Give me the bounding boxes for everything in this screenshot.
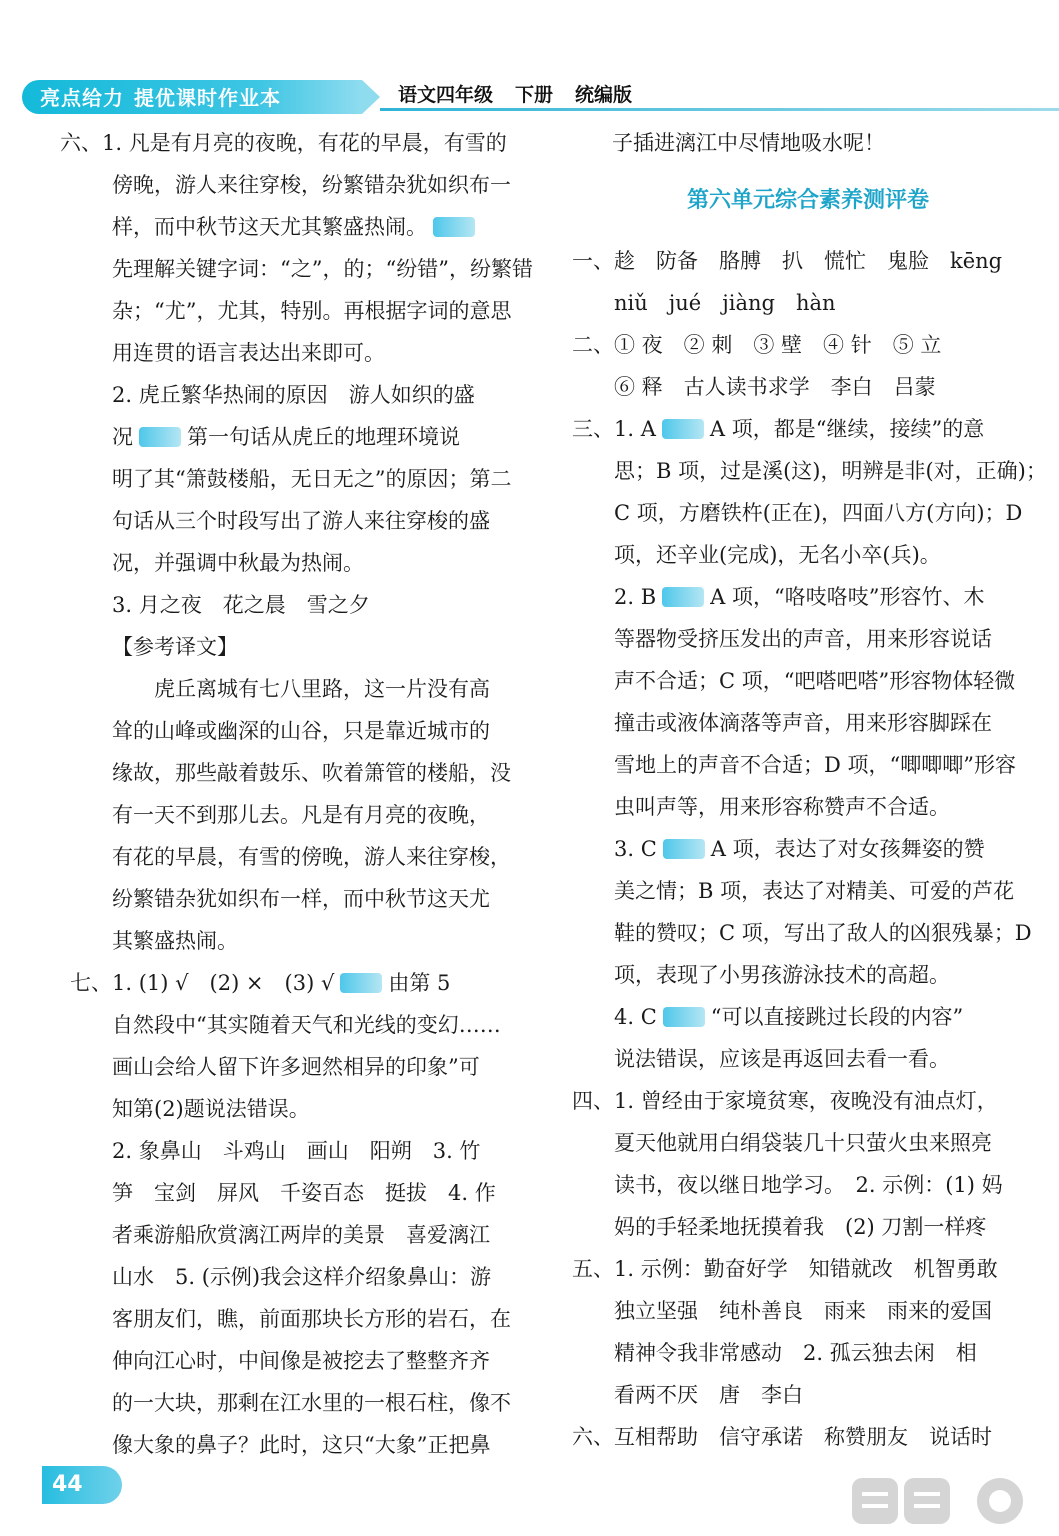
subject-grade: 语文四年级 xyxy=(398,84,494,106)
answer-line: 看两不厌 唐 李白 xyxy=(614,1383,803,1407)
answer-line: 况 第一句话从虎丘的地理环境说 xyxy=(112,425,460,449)
answer-line: 六、互相帮助 信守承诺 称赞朋友 说话时 xyxy=(572,1425,992,1449)
answer-line: 三、1. A A 项，都是“继续，接续”的意 xyxy=(572,417,985,441)
answer-line: 虎丘离城有七八里路，这一片没有高 xyxy=(154,677,490,701)
answer-line: 况，并强调中秋最为热闹。 xyxy=(112,551,364,575)
analysis-tag-icon xyxy=(662,587,704,607)
answer-line: 自然段中“其实随着天气和光线的变幻…… xyxy=(112,1013,501,1037)
answer-line: 一、趁 防备 胳膊 扒 慌忙 鬼脸 kēng xyxy=(572,249,1003,273)
answer-line: 二、① 夜 ② 刺 ③ 壁 ④ 针 ⑤ 立 xyxy=(572,333,942,357)
answer-line: 者乘游船欣赏漓江两岸的美景 喜爱漓江 xyxy=(112,1223,490,1247)
header-banner-arrow xyxy=(362,80,380,114)
answer-line: 2. 虎丘繁华热闹的原因 游人如织的盛 xyxy=(112,383,475,407)
answer-line: 用连贯的语言表达出来即可。 xyxy=(112,341,385,365)
edition: 统编版 xyxy=(575,84,633,106)
answer-line: 傍晚，游人来往穿梭，纷繁错杂犹如织布一 xyxy=(112,173,511,197)
answer-line: 纷繁错杂犹如织布一样，而中秋节这天尤 xyxy=(112,887,490,911)
analysis-tag-icon xyxy=(340,973,382,993)
answer-line: 明了其“箫鼓楼船，无日无之”的原因；第二 xyxy=(112,467,512,491)
analysis-tag-icon xyxy=(139,427,181,447)
answer-line: 先理解关键字词：“之”，的；“纷错”，纷繁错 xyxy=(112,257,533,281)
answer-line: 鞋的赞叹；C 项，写出了敌人的凶狠残暴；D xyxy=(614,921,1032,945)
answer-line: C 项，方磨铁杵(正在)，四面八方(方向)；D xyxy=(614,501,1023,525)
answer-line: 的一大块，那剩在江水里的一根石柱，像不 xyxy=(112,1391,511,1415)
answer-line: 妈的手轻柔地抚摸着我 (2) 刀割一样疼 xyxy=(614,1215,987,1239)
header-subject xyxy=(398,82,654,108)
answer-line: 说法错误，应该是再返回去看一看。 xyxy=(614,1047,950,1071)
answer-line: 4. C “可以直接跳过长段的内容” xyxy=(614,1005,964,1029)
answer-line: 画山会给人留下许多迥然相异的印象”可 xyxy=(112,1055,480,1079)
answer-line: 虫叫声等，用来形容称赞声不合适。 xyxy=(614,795,950,819)
answer-line: 项，表现了小男孩游泳技术的高超。 xyxy=(614,963,950,987)
answer-line: 撞击或液体滴落等声音，用来形容脚踩在 xyxy=(614,711,992,735)
series-name: 提优课时作业本 xyxy=(134,86,281,110)
answer-line: 耸的山峰或幽深的山谷，只是靠近城市的 xyxy=(112,719,490,743)
answer-line: 读书，夜以继日地学习。 2. 示例：(1) 妈 xyxy=(614,1173,1003,1197)
answer-line: 子插进漓江中尽情地吸水呢！ xyxy=(612,131,885,155)
analysis-tag-icon xyxy=(663,839,705,859)
answer-line: 杂；“尤”，尤其，特别。再根据字词的意思 xyxy=(112,299,512,323)
answer-line: 思；B 项，过是溪(这)，明辨是非(对，正确)； xyxy=(614,459,1047,483)
answer-line: 3. 月之夜 花之晨 雪之夕 xyxy=(112,593,370,617)
volume: 下册 xyxy=(515,84,554,106)
answer-line: 缘故，那些敲着鼓乐、吹着箫管的楼船，没 xyxy=(112,761,511,785)
section-title: 第六单元综合素养测评卷 xyxy=(686,188,929,213)
answer-line: 有一天不到那儿去。凡是有月亮的夜晚， xyxy=(112,803,490,827)
answer-line: 其繁盛热闹。 xyxy=(112,929,238,953)
answer-line: 五、1. 示例：勤奋好学 知错就改 机智勇敢 xyxy=(572,1257,998,1281)
answer-line: 精神令我非常感动 2. 孤云独去闲 相 xyxy=(614,1341,977,1365)
answer-line: 像大象的鼻子？此时，这只“大象”正把鼻 xyxy=(112,1433,491,1457)
header-brand xyxy=(40,84,281,112)
answer-line: 2. B A 项，“咯吱咯吱”形容竹、木 xyxy=(614,585,985,609)
answer-line: 伸向江心时，中间像是被挖去了整整齐齐 xyxy=(112,1349,490,1373)
page-number: 44 xyxy=(52,1472,83,1497)
answer-line: 项，还辛业(完成)，无名小卒(兵)。 xyxy=(614,543,941,567)
answer-line: 有花的早晨，有雪的傍晚，游人来往穿梭， xyxy=(112,845,511,869)
page-header xyxy=(0,0,1059,120)
answer-line: 2. 象鼻山 斗鸡山 画山 阳朔 3. 竹 xyxy=(112,1139,481,1163)
watermark-logo xyxy=(850,1472,1050,1532)
answer-line: 夏天他就用白绢袋装几十只萤火虫来照亮 xyxy=(614,1131,992,1155)
answer-line: 句话从三个时段写出了游人来往穿梭的盛 xyxy=(112,509,490,533)
answer-line: 知第(2)题说法错误。 xyxy=(112,1097,310,1121)
answer-line: 独立坚强 纯朴善良 雨来 雨来的爱国 xyxy=(614,1299,992,1323)
answer-line: 美之情；B 项，表达了对精美、可爱的芦花 xyxy=(614,879,1015,903)
answer-line: 四、1. 曾经由于家境贫寒，夜晚没有油点灯， xyxy=(572,1089,998,1113)
answer-line: 笋 宝剑 屏风 千姿百态 挺拔 4. 作 xyxy=(112,1181,496,1205)
answer-line: 3. C A 项，表达了对女孩舞姿的赞 xyxy=(614,837,985,861)
analysis-tag-icon xyxy=(433,217,475,237)
analysis-tag-icon xyxy=(662,419,704,439)
answer-line: 客朋友们，瞧，前面那块长方形的岩石，在 xyxy=(112,1307,511,1331)
answer-line: niǔ jué jiàng hàn xyxy=(614,291,836,315)
answer-line: 六、1. 凡是有月亮的夜晚，有花的早晨，有雪的 xyxy=(60,131,507,155)
answer-line: 雪地上的声音不合适；D 项，“唧唧唧”形容 xyxy=(614,753,1016,777)
answer-line: 七、1. (1) √ (2) × (3) √ 由第 5 xyxy=(70,971,451,995)
translation-heading: 【参考译文】 xyxy=(112,635,238,659)
answer-line: ⑥ 释 古人读书求学 李白 吕蒙 xyxy=(614,375,936,399)
answer-line: 样，而中秋节这天尤其繁盛热闹。 xyxy=(112,206,481,248)
answer-line: 等器物受挤压发出的声音，用来形容说话 xyxy=(614,627,992,651)
brand-name: 亮点给力 xyxy=(40,86,124,110)
header-rule xyxy=(380,108,1059,111)
analysis-tag-icon xyxy=(663,1007,705,1027)
answer-line: 山水 5. (示例)我会这样介绍象鼻山：游 xyxy=(112,1265,492,1289)
answer-line: 声不合适；C 项，“吧嗒吧嗒”形容物体轻微 xyxy=(614,669,1016,693)
